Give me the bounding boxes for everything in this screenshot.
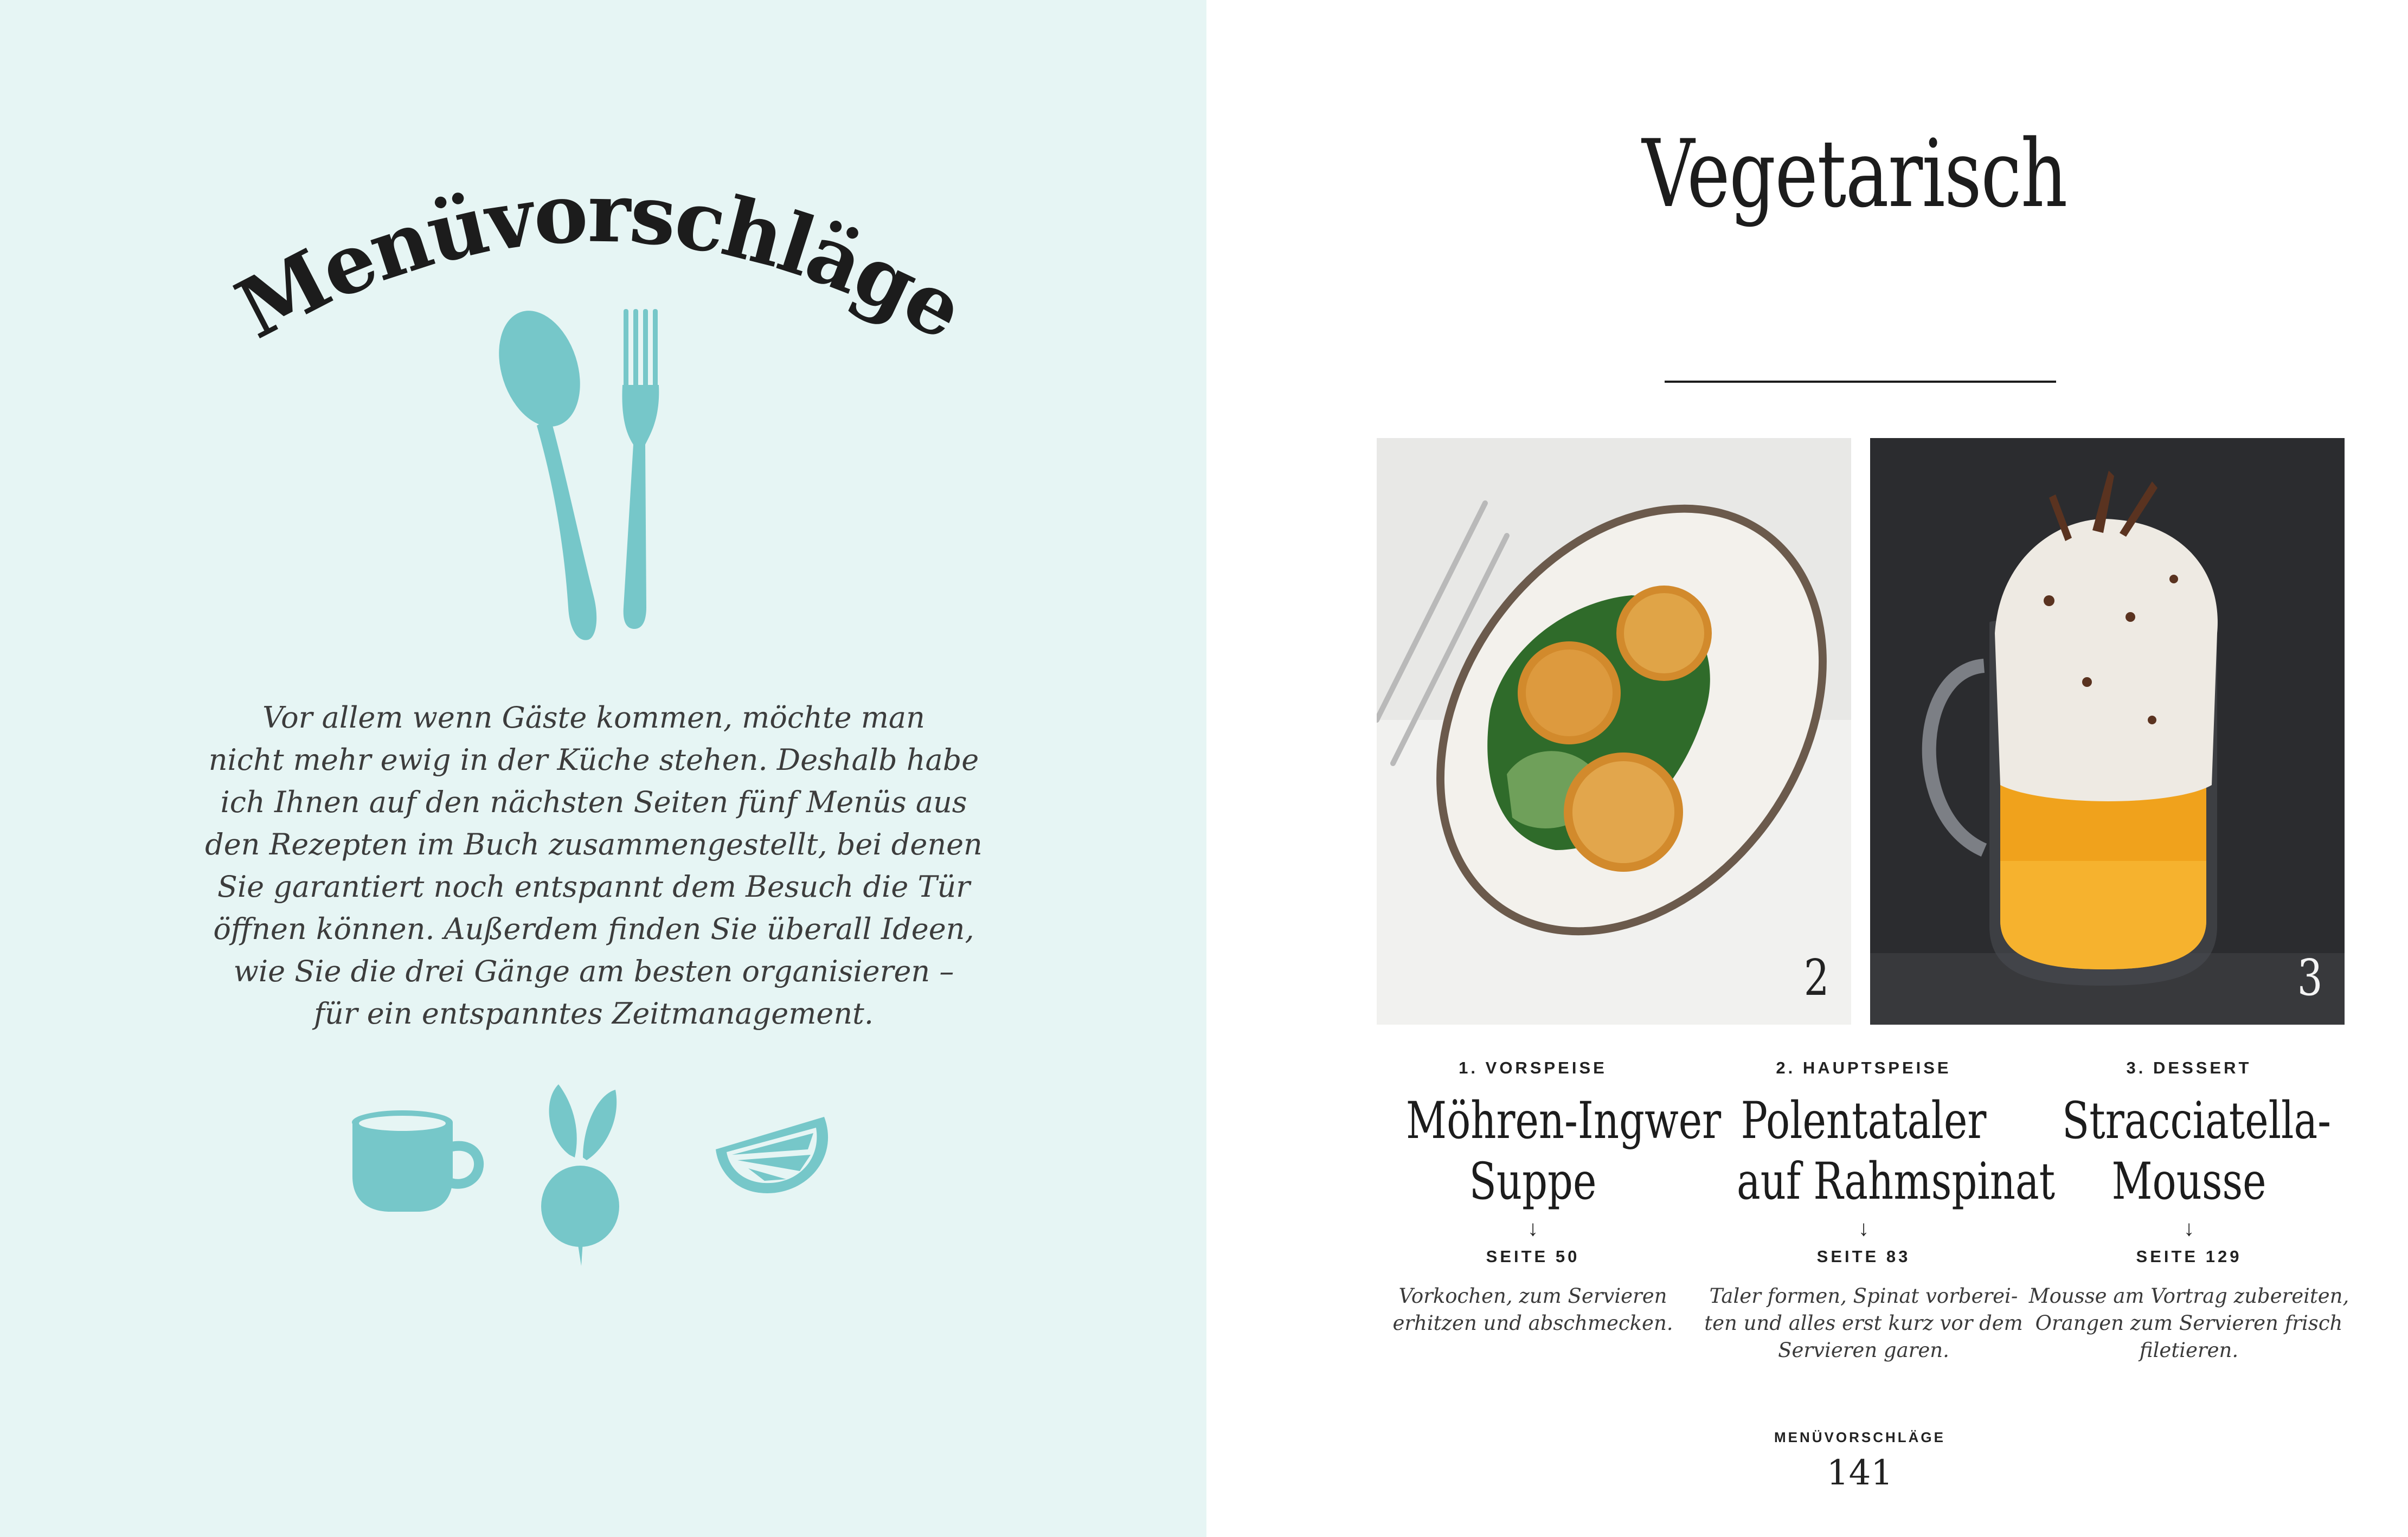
fork-icon [622, 309, 659, 629]
dish-name [1406, 1091, 1722, 1212]
food-icons-row [336, 1079, 846, 1269]
dish-name-line: Polentataler [1741, 1091, 1987, 1150]
intro-text [201, 697, 987, 1035]
dish-name-line: Möhren-Ingwer [1406, 1091, 1722, 1150]
heading-text: Menüvorschläge [222, 165, 978, 358]
dish-name-line: Stracciatella- [2062, 1091, 2331, 1150]
page-reference: SEITE 83 [1816, 1247, 1911, 1266]
intro-line: für ein entspanntes Zeitmanagement. [313, 996, 874, 1031]
course-note [1701, 1283, 2026, 1364]
note-line: Servieren garen. [1778, 1339, 1949, 1362]
course-note [1370, 1283, 1696, 1337]
intro-line: öffnen können. Außerdem finden Sie überall Ideen, [213, 912, 974, 946]
beetroot-icon [541, 1084, 619, 1266]
course-main [1701, 1057, 2056, 1364]
page-reference: SEITE 50 [1486, 1247, 1580, 1266]
dessert-glass-illustration [1870, 438, 2345, 1025]
course-label: 1. VORSPEISE [1459, 1058, 1607, 1077]
intro-line: den Rezepten im Buch zusammengestellt, bei denen [205, 827, 983, 861]
course-note [2026, 1283, 2352, 1364]
plate-illustration [1377, 438, 1851, 1025]
page-reference: SEITE 129 [2136, 1247, 2242, 1266]
photo-number: 2 [1804, 949, 1829, 1007]
intro-line: wie Sie die drei Gänge am besten organisieren – [233, 954, 954, 988]
intro-line: nicht mehr ewig in der Küche stehen. Deshalb habe [208, 743, 979, 777]
course-label: 3. DESSERT [2126, 1058, 2252, 1077]
title-divider [1665, 381, 2056, 383]
cutlery-illustration [488, 304, 705, 651]
cup-icon [352, 1110, 479, 1212]
intro-line: Vor allem wenn Gäste kommen, möchte man [262, 700, 925, 735]
intro-line: Sie garantiert noch entspannt dem Besuch die Tür [217, 870, 971, 904]
dish-name-line: auf Rahmspinat [1737, 1152, 2056, 1211]
photo-main-course [1377, 438, 1851, 1025]
down-arrow-icon: ↓ [2184, 1217, 2194, 1240]
page-number: 141 [1826, 1453, 1893, 1493]
note-line: Orangen zum Servieren frisch [2035, 1311, 2343, 1335]
note-line: Vorkochen, zum Servieren [1398, 1284, 1667, 1308]
citrus-slice-icon [716, 1117, 828, 1193]
course-starter [1370, 1057, 1722, 1337]
note-line: filetieren. [2139, 1339, 2239, 1362]
note-line: erhitzen und abschmecken. [1392, 1311, 1673, 1335]
dish-name [2062, 1091, 2331, 1212]
spoon-icon [488, 304, 596, 640]
course-dessert [2026, 1057, 2352, 1364]
dish-name-line: Mousse [2111, 1152, 2266, 1211]
down-arrow-icon: ↓ [1858, 1217, 1869, 1240]
note-line: Mousse am Vortrag zubereiten, [2028, 1284, 2349, 1308]
page-title: Vegetarisch [1642, 119, 2067, 228]
dish-name-line: Suppe [1469, 1152, 1597, 1211]
photo-number: 3 [2297, 949, 2323, 1007]
note-line: ten und alles erst kurz vor dem [1704, 1311, 2023, 1335]
note-line: Taler formen, Spinat vorberei- [1709, 1284, 2018, 1308]
dish-name [1737, 1091, 2056, 1212]
course-label: 2. HAUPTSPEISE [1776, 1058, 1951, 1077]
footer-section-label: MENÜVORSCHLÄGE [1774, 1429, 1945, 1445]
photo-dessert [1870, 438, 2345, 1025]
intro-line: ich Ihnen auf den nächsten Seiten fünf Menüs aus [220, 785, 967, 819]
down-arrow-icon: ↓ [1527, 1217, 1538, 1240]
